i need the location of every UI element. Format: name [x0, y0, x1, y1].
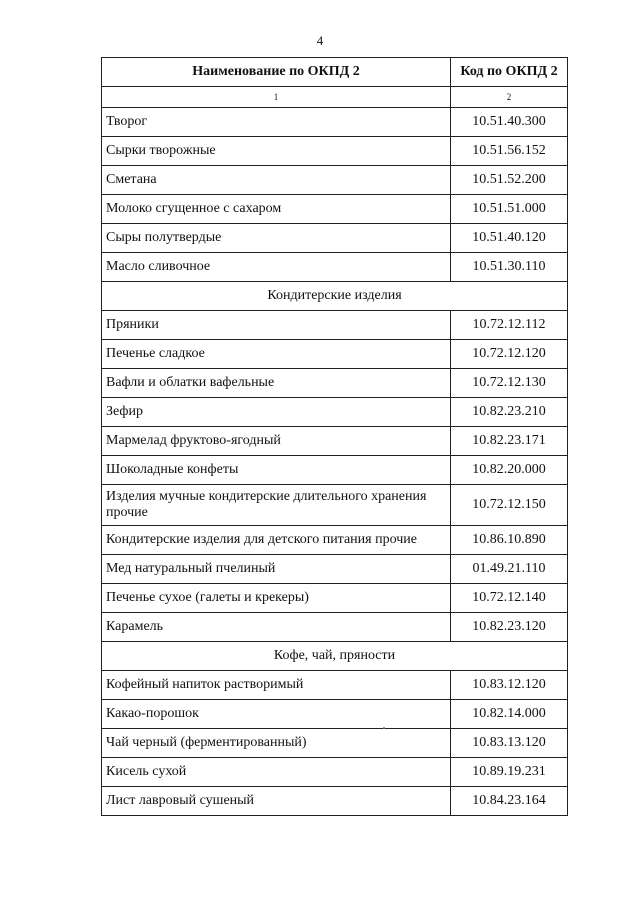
table-row	[102, 311, 568, 340]
okpd-code: 10.86.10.890	[451, 526, 568, 555]
product-name: Масло сливочное	[102, 253, 451, 282]
okpd-code: 10.51.30.110	[451, 253, 568, 282]
okpd-code: 10.72.12.120	[451, 340, 568, 369]
product-name: Мед натуральный пчелиный	[102, 555, 451, 584]
table-body	[102, 108, 568, 816]
product-name: Вафли и облатки вафельные	[102, 369, 451, 398]
okpd-code: 10.51.56.152	[451, 137, 568, 166]
table-row	[102, 195, 568, 224]
okpd-code: 10.72.12.150	[451, 485, 568, 526]
table-row	[102, 456, 568, 485]
header-name: Наименование по ОКПД 2	[102, 58, 451, 87]
okpd-code: 10.72.12.112	[451, 311, 568, 340]
okpd-code: 10.51.40.300	[451, 108, 568, 137]
table-row	[102, 253, 568, 282]
table-row	[102, 758, 568, 787]
table-row	[102, 224, 568, 253]
table-row	[102, 613, 568, 642]
table-row	[102, 700, 568, 729]
okpd-code: 10.82.20.000	[451, 456, 568, 485]
okpd-code: 10.51.40.120	[451, 224, 568, 253]
okpd-code: 10.82.23.210	[451, 398, 568, 427]
product-name: Кондитерские изделия для детского питания прочие	[102, 526, 451, 555]
product-name: Зефир	[102, 398, 451, 427]
okpd-table	[101, 57, 568, 816]
table-row	[102, 555, 568, 584]
table-header	[102, 58, 568, 108]
table-row	[102, 369, 568, 398]
product-name: Сметана	[102, 166, 451, 195]
okpd-code: 10.82.23.171	[451, 427, 568, 456]
table-row	[102, 108, 568, 137]
product-name: Пряники	[102, 311, 451, 340]
section-row	[102, 642, 568, 671]
okpd-code: 10.82.14.000	[451, 700, 568, 729]
table-row	[102, 427, 568, 456]
okpd-code: 01.49.21.110	[451, 555, 568, 584]
table-row	[102, 787, 568, 816]
table-row	[102, 526, 568, 555]
okpd-code: 10.82.23.120	[451, 613, 568, 642]
section-title: Кофе, чай, пряности	[102, 642, 568, 671]
table-row	[102, 584, 568, 613]
product-name: Сыры полутвердые	[102, 224, 451, 253]
table-row	[102, 166, 568, 195]
product-name: Печенье сухое (галеты и крекеры)	[102, 584, 451, 613]
product-name: Сырки творожные	[102, 137, 451, 166]
product-name: Творог	[102, 108, 451, 137]
section-title: Кондитерские изделия	[102, 282, 568, 311]
product-name: Кофейный напиток растворимый	[102, 671, 451, 700]
section-row	[102, 282, 568, 311]
product-name: Кисель сухой	[102, 758, 451, 787]
table-row	[102, 485, 568, 526]
product-name: Какао-порошок	[102, 700, 451, 729]
okpd-code: 10.51.52.200	[451, 166, 568, 195]
scan-speck	[383, 727, 385, 729]
column-number-code: 2	[451, 87, 568, 108]
table-row	[102, 671, 568, 700]
okpd-code: 10.89.19.231	[451, 758, 568, 787]
product-name: Шоколадные конфеты	[102, 456, 451, 485]
table-row	[102, 340, 568, 369]
okpd-code: 10.72.12.140	[451, 584, 568, 613]
header-code: Код по ОКПД 2	[451, 58, 568, 87]
okpd-code: 10.83.12.120	[451, 671, 568, 700]
okpd-code: 10.51.51.000	[451, 195, 568, 224]
okpd-code: 10.84.23.164	[451, 787, 568, 816]
product-name: Лист лавровый сушеный	[102, 787, 451, 816]
column-number-row	[102, 87, 568, 108]
product-name: Мармелад фруктово-ягодный	[102, 427, 451, 456]
table-row	[102, 729, 568, 758]
page-number: 4	[316, 33, 324, 48]
table-row	[102, 137, 568, 166]
product-name: Молоко сгущенное с сахаром	[102, 195, 451, 224]
product-name: Изделия мучные кондитерские длительного хранения прочие	[102, 485, 451, 526]
product-name: Чай черный (ферментированный)	[102, 729, 451, 758]
product-name: Печенье сладкое	[102, 340, 451, 369]
table-row	[102, 398, 568, 427]
okpd-code: 10.72.12.130	[451, 369, 568, 398]
column-number-name: 1	[102, 87, 451, 108]
okpd-code: 10.83.13.120	[451, 729, 568, 758]
header-row	[102, 58, 568, 87]
product-name: Карамель	[102, 613, 451, 642]
